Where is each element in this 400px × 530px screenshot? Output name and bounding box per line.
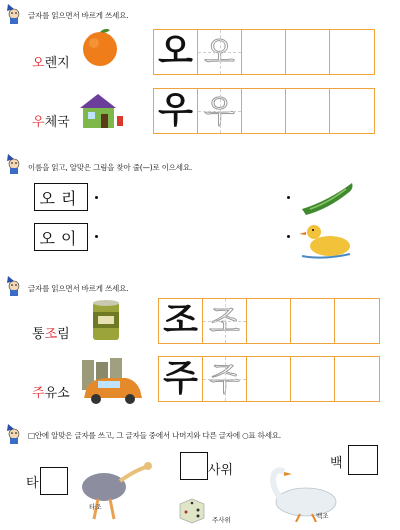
duck-image [296, 218, 354, 260]
writing-grid-3 [158, 298, 380, 344]
dice-image [176, 496, 206, 524]
trace-cell[interactable] [198, 89, 242, 133]
trace-glyph: 주 [209, 360, 240, 398]
word-rest: 체국 [44, 115, 70, 130]
mascot-icon [3, 3, 25, 25]
model-glyph: 오 [158, 31, 193, 72]
match-dot[interactable] [95, 235, 98, 238]
word-highlight: 조 [44, 327, 58, 342]
model-glyph: 주 [163, 358, 198, 399]
label-dice: 주사위 [212, 516, 231, 524]
blank-cell[interactable] [330, 30, 374, 74]
glyph-cell [159, 357, 203, 401]
blank-cell[interactable] [335, 299, 379, 343]
word-rest: 렌지 [44, 56, 70, 71]
trace-cell[interactable] [203, 357, 247, 401]
writing-grid-4 [158, 356, 380, 402]
gas-station-image [80, 356, 146, 406]
mascot-icon [3, 153, 25, 175]
glyph-cell [159, 299, 203, 343]
blank-cell[interactable] [286, 30, 330, 74]
section1-instruction: 글자를 읽으면서 바르게 쓰세요. [28, 11, 129, 20]
word-highlight: 주 [32, 386, 45, 401]
match-dot[interactable] [95, 196, 98, 199]
word-post-office [32, 111, 70, 130]
syllable-baek: 백 [330, 456, 343, 471]
mascot-icon [3, 423, 25, 445]
label-ostrich: 타조 [89, 503, 102, 511]
word-canned-food [32, 323, 70, 342]
cucumber-image [298, 177, 358, 217]
word-box-duck: 오리 [34, 183, 88, 211]
word-orange [32, 52, 70, 71]
glyph-cell [154, 30, 198, 74]
syllable-sawi: 사위 [208, 463, 234, 478]
trace-cell[interactable] [203, 299, 247, 343]
word-rest: 유소 [44, 386, 70, 401]
label-swan: 백조 [316, 512, 329, 520]
match-dot[interactable] [287, 196, 290, 199]
orange-image [80, 26, 120, 68]
section3-instruction: 글자를 읽으면서 바르게 쓰세요. [28, 284, 129, 293]
word-gas-station [32, 382, 70, 401]
model-glyph: 우 [158, 90, 193, 131]
blank-cell[interactable] [291, 299, 335, 343]
blank-cell[interactable] [242, 89, 286, 133]
section2-instruction: 이름을 읽고, 알맞은 그림을 찾아 줄(—)로 이으세요. [28, 163, 193, 172]
trace-glyph: 조 [209, 302, 240, 340]
trace-glyph: 우 [204, 92, 235, 130]
answer-box[interactable] [180, 452, 208, 480]
answer-box[interactable] [348, 445, 378, 475]
blank-cell[interactable] [330, 89, 374, 133]
syllable-ta: 타 [26, 476, 39, 491]
blank-cell[interactable] [335, 357, 379, 401]
model-glyph: 조 [163, 300, 198, 341]
word-rest: 림 [57, 327, 70, 342]
word-highlight: 우 [32, 115, 45, 130]
trace-cell[interactable] [198, 30, 242, 74]
blank-cell[interactable] [291, 357, 335, 401]
match-dot[interactable] [287, 235, 290, 238]
blank-cell[interactable] [247, 299, 291, 343]
writing-grid-2 [153, 88, 375, 134]
writing-grid-1 [153, 29, 375, 75]
swan-image [256, 466, 342, 522]
blank-cell[interactable] [242, 30, 286, 74]
section4-instruction: □안에 알맞은 글자를 쓰고, 그 글자들 중에서 나머지와 다른 글자에 ○표 하세요. [28, 431, 281, 440]
post-office-image [76, 90, 126, 132]
glyph-cell [154, 89, 198, 133]
word-highlight: 오 [32, 56, 45, 71]
blank-cell[interactable] [286, 89, 330, 133]
trace-glyph: 오 [204, 33, 235, 71]
ostrich-image [64, 457, 154, 525]
word-prefix: 통 [32, 327, 45, 342]
blank-cell[interactable] [247, 357, 291, 401]
mascot-icon [3, 275, 25, 297]
word-box-cucumber: 오이 [34, 223, 88, 251]
canned-food-image [90, 298, 122, 344]
